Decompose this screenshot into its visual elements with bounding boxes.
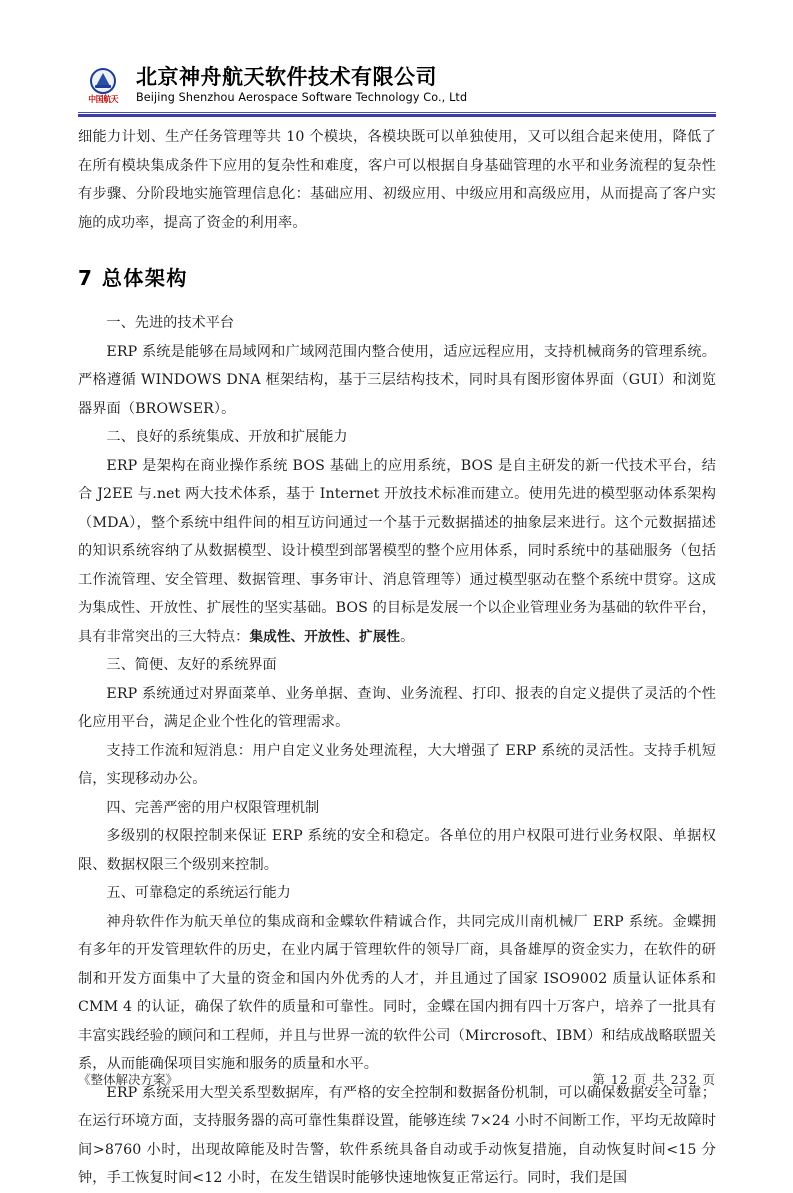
subsection-title-4: 四、完善严密的用户权限管理机制: [106, 799, 320, 816]
logo-cn-label: 中国航天: [88, 95, 118, 105]
subsection-body-3b: 支持工作流和短消息：用户自定义业务处理流程，大大增强了 ERP 系统的灵活性。支持手机短信，实现移动办公。: [78, 742, 716, 787]
subsection-body-4: 多级别的权限控制来保证 ERP 系统的安全和稳定。各单位的用户权限可进行业务权限、单据权限、数据权限三个级别来控制。: [78, 828, 716, 873]
footer-document-title: 《整体解决方案》: [78, 1072, 179, 1087]
subsection-body-2-part1: ERP 是架构在商业操作系统 BOS 基础上的应用系统，BOS 是自主研发的新一代技术平台，结合 J2EE 与.net 两大技术体系，基于 Internet 开放技术标准而建立。使用先进的模型驱动体系架构（MDA），整个系统中组件间的相互访问通过一个基于元数据描述的抽象层来进行。这个元数据描述的知识系统容纳了从数据模型、设计模型到部署模型的整个应用体系，同时系统中的基础服务（包括工作流管理、安全管理、数据管理、事务审计、消息管理等）通过模型驱动在整个系统中贯穿。这成为集成性、开放性、扩展性的坚实基础。BOS 的目标是发展一个以企业管理业务为基础的软件平台，具有非常突出的三大特点：: [78, 457, 716, 645]
footer-page-number: 第 12 页 共 232 页: [592, 1072, 716, 1087]
header-divider-rule: [78, 112, 716, 117]
company-name-cn: 北京神舟航天软件技术有限公司: [136, 65, 437, 89]
subsection-body-5b: ERP 系统采用大型关系型数据库，有严格的安全控制和数据备份机制，可以确保数据安全可靠；在运行环境方面，支持服务器的高可靠性集群设置，能够连续 7×24 小时不间断工作，平均无故障时间>8760 小时，出现故障能及时告警，软件系统具备自动或手动恢复措施，自动恢复时间<15 分钟，手工恢复时间<12 小时，在发生错误时能够快速地恢复正常运行。同时，我们是国: [78, 1084, 716, 1186]
subsection-title-2: 二、良好的系统集成、开放和扩展能力: [106, 429, 348, 445]
header-rule-thick: [78, 114, 716, 117]
casc-rocket-emblem-icon: [90, 68, 116, 94]
page-footer: [78, 1072, 716, 1088]
intro-paragraph: 细能力计划、生产任务管理等共 10 个模块，各模块既可以单独使用，又可以组合起来使用，降低了在所有模块集成条件下应用的复杂性和难度，客户可以根据自身基础管理的水平和业务流程的复杂性有步骤、分阶段地实施管理信息化：基础应用、初级应用、中级应用和高级应用，从而提高了客户实施的成功率，提高了资金的利用率。: [78, 129, 716, 231]
document-content: [78, 123, 716, 1193]
subsection-title-3: 三、简便、友好的系统界面: [106, 657, 277, 673]
company-name-en: Beijing Shenzhou Aerospace Software Technology Co., Ltd: [136, 90, 468, 104]
company-logo: [78, 68, 128, 106]
subsection-body-2: [78, 452, 716, 652]
subsection-title-5: 五、可靠稳定的系统运行能力: [106, 885, 291, 901]
subsection-title-1: 一、先进的技术平台: [106, 315, 235, 331]
subsection-body-1: ERP 系统是能够在局域网和广域网范围内整合使用，适应远程应用，支持机械商务的管理系统。严格遵循 WINDOWS DNA 框架结构，基于三层结构技术，同时具有图形窗体界面（GUI）和浏览器界面（BROWSER）。: [78, 343, 716, 417]
subsection-body-2-emphasis: 集成性、开放性、扩展性: [249, 628, 401, 645]
subsection-body-3a: ERP 系统通过对界面菜单、业务单据、查询、业务流程、打印、报表的自定义提供了灵活的个性化应用平台，满足企业个性化的管理需求。: [78, 685, 716, 730]
section-number: 7: [78, 266, 92, 290]
subsection-body-2-part2: 。: [400, 628, 415, 645]
section-heading: [78, 237, 716, 309]
page-header: [78, 58, 716, 116]
subsection-body-5a: 神舟软件作为航天单位的集成商和金蝶软件精诚合作，共同完成川南机械厂 ERP 系统。金蝶拥有多年的开发管理软件的历史，在业内属于管理软件的领导厂商，具备雄厚的资金实力，在软件的研制和开发方面集中了大量的资金和国内外优秀的人才，并且通过了国家 ISO9002 质量认证体系和 CMM 4 的认证，确保了软件的质量和可靠性。同时，金蝶在国内拥有四十万客户，培养了一批具有丰富实践经验的顾问和工程师，并且与世界一流的软件公司（Mircrosoft、IBM）和结成战略联盟关系，从而能确保项目实施和服务的质量和水平。: [78, 913, 716, 1072]
company-name-block: [128, 65, 716, 106]
section-title: 总体架构: [101, 266, 188, 290]
